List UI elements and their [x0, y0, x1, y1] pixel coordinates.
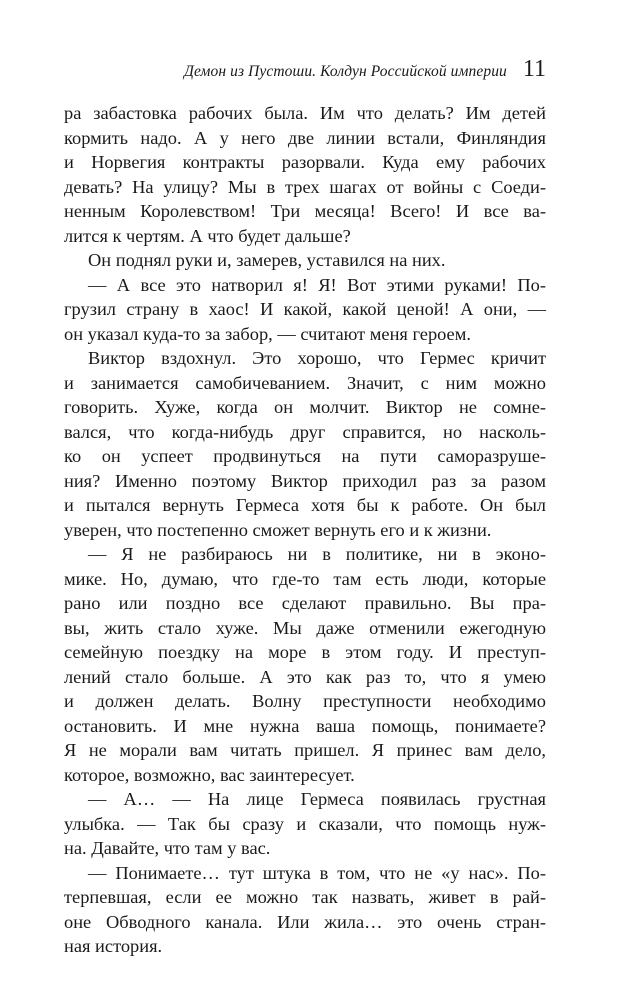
- text-line: остановить. И мне нужна ваша помощь, понимаете?: [64, 715, 546, 736]
- text-line: девать? На улицу? Мы в трех шагах от войны с Соеди-: [64, 176, 546, 197]
- paragraph: [64, 861, 546, 959]
- text-line: говорить. Хуже, когда он молчит. Виктор не сомне-: [64, 397, 546, 417]
- text-line: лится к чертям. А что будет дальше?: [64, 225, 351, 246]
- text-line: вы, жить стало хуже. Мы даже отменили ежегодную: [64, 617, 546, 638]
- text-line: кормить надо. А у него две линии встали, Финляндия: [64, 127, 546, 148]
- text-line: оне Обводного канала. Или жила… это очень стран-: [64, 911, 546, 932]
- text-line: и пытался вернуть Гермеса хотя бы к работе. Он был: [64, 495, 546, 515]
- running-header: [64, 56, 546, 96]
- text-line: и Норвегия контракты разорвали. Куда ему рабочих: [64, 152, 546, 172]
- text-line: он указал куда-то за забор, — считают меня героем.: [64, 323, 471, 344]
- text-line: рано или поздно все сделают правильно. Вы пра-: [64, 593, 546, 613]
- text-line: семейную поездку на море в этом году. И преступ-: [64, 642, 546, 662]
- text-line: Я не морали вам читать пришел. Я принес вам дело,: [64, 740, 546, 760]
- paragraph: [64, 101, 546, 248]
- text-line: — А все это натворил я! Я! Вот этими руками! По-: [88, 274, 546, 295]
- page-number: 11: [522, 56, 546, 82]
- text-line: на. Давайте, что там у вас.: [64, 838, 271, 858]
- text-line: терпевшая, если ее можно так назвать, живет в рай-: [64, 887, 546, 907]
- text-line: которое, возможно, вас заинтересует.: [64, 764, 355, 785]
- text-line: ра забастовка рабочих была. Им что делать? Им детей: [64, 103, 546, 123]
- header-title: Демон из Пустоши. Колдун Российской империи: [184, 63, 507, 80]
- body-text: [64, 101, 546, 959]
- text-line: ко он успеет продвинуться на пути саморазруше-: [64, 446, 546, 466]
- text-line: ния? Именно поэтому Виктор приходил раз за разом: [64, 470, 546, 491]
- text-line: — Понимаете… тут штука в том, что не «у нас». По-: [88, 862, 546, 883]
- text-line: улыбка. — Так бы сразу и сказали, что помощь нуж-: [64, 813, 546, 834]
- text-line: и занимается самобичеванием. Значит, с ним можно: [64, 372, 546, 393]
- paragraph: [64, 273, 546, 347]
- paragraph: [64, 346, 546, 542]
- text-line: — Я не разбираюсь ни в политике, ни в эконо-: [88, 544, 546, 564]
- text-line: грузил страну в хаос! И какой, какой ценой! А они, —: [64, 299, 546, 319]
- text-line: Виктор вздохнул. Это хорошо, что Гермес кричит: [88, 348, 546, 368]
- text-line: ненным Королевством! Три месяца! Всего! И все ва-: [64, 201, 546, 221]
- text-line: ная история.: [64, 936, 163, 956]
- paragraph: [64, 248, 546, 273]
- paragraph: [64, 542, 546, 787]
- text-line: вался, что когда-нибудь друг справится, но насколь-: [64, 421, 546, 442]
- text-line: и должен делать. Волну преступности необходимо: [64, 691, 546, 711]
- paragraph: [64, 787, 546, 861]
- text-line: уверен, что постепенно сможет вернуть его и к жизни.: [64, 519, 492, 540]
- text-line: лений стало больше. А это как раз то, что я умею: [64, 666, 546, 687]
- text-line: — А… — На лице Гермеса появилась грустная: [88, 789, 546, 809]
- text-line: мике. Но, думаю, что где-то там есть люди, которые: [64, 568, 546, 589]
- text-line: Он поднял руки и, замерев, уставился на них.: [88, 250, 446, 270]
